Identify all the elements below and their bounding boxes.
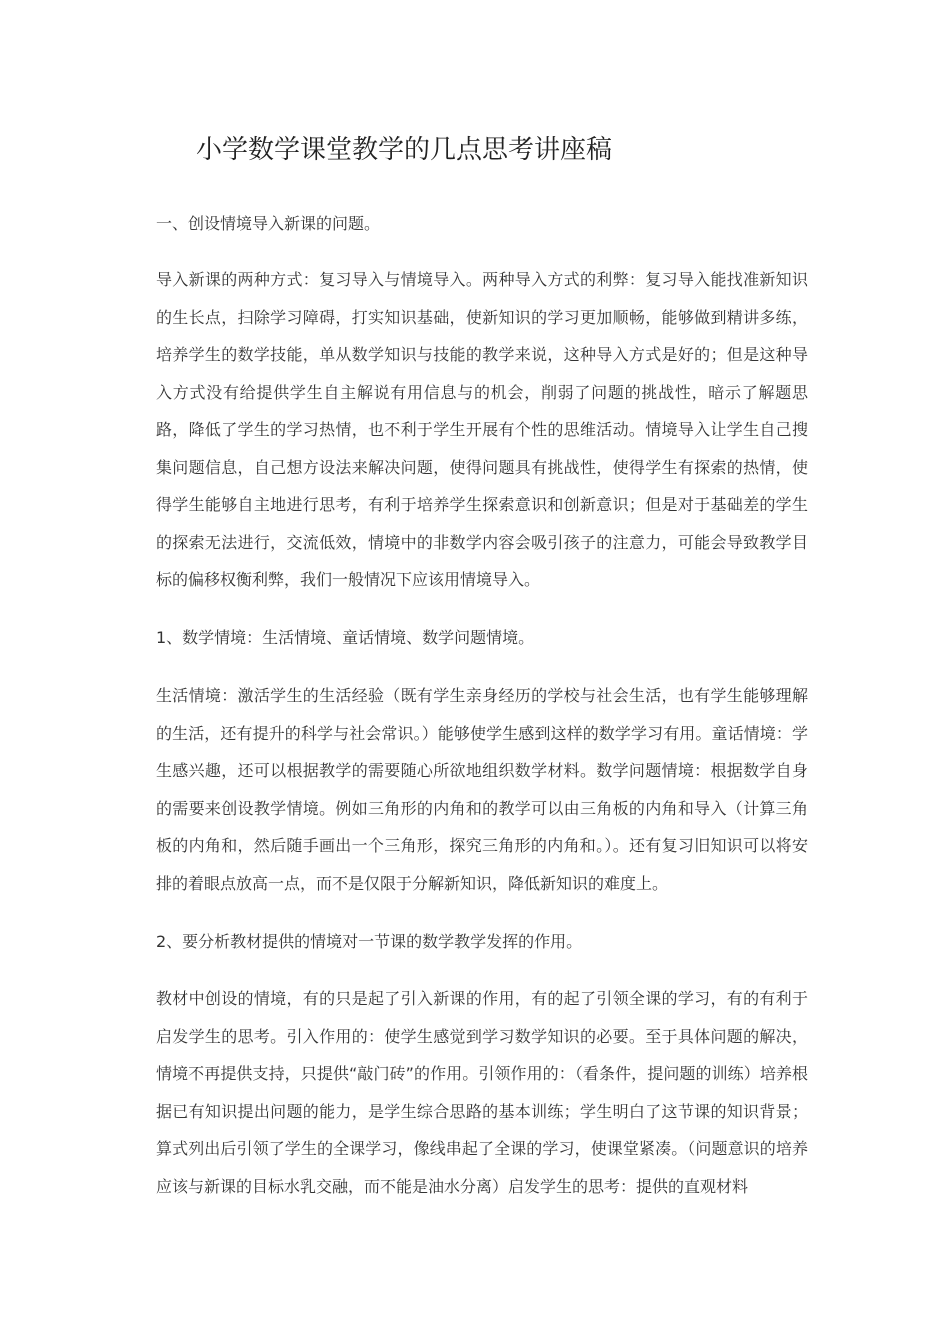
paragraph-2: 生活情境：激活学生的生活经验（既有学生亲身经历的学校与社会生活，也有学生能够理解的生活，还有提升的科学与社会常识。）能够使学生感到这样的数学学习有用。童话情境：学生感兴趣，还可以根据教学的需要随心所欲地组织数学材料。数学问题情境：根据数学自身的需要来创设教学情境。例如三角形的内角和的教学可以由三角板的内角和导入（计算三角板的内角和，然后随手画出一个三角形，探究三角形的内角和。）。还有复习旧知识可以将安排的着眼点放高一点，而不是仅限于分解新知识，降低新知识的难度上。 [156,686,808,893]
section-heading-1: 一、创设情境导入新课的问题。 [156,214,381,233]
paragraph-1: 导入新课的两种方式：复习导入与情境导入。两种导入方式的利弊：复习导入能找准新知识的生长点，扫除学习障碍，打实知识基础，使新知识的学习更加顺畅，能够做到精讲多练，培养学生的数学技能，单从数学知识与技能的教学来说，这种导入方式是好的；但是这种导入方式没有给提供学生自主解说有用信息与的机会，削弱了问题的挑战性，暗示了解题思路，降低了学生的学习热情，也不利于学生开展有个性的思维活动。情境导入让学生自己搜集问题信息，自己想方设法来解决问题，使得问题具有挑战性，使得学生有探索的热情，使得学生能够自主地进行思考，有利于培养学生探索意识和创新意识；但是对于基础差的学生的探索无法进行，交流低效，情境中的非数学内容会吸引孩子的注意力，可能会导致教学目标的偏移权衡利弊，我们一般情况下应该用情境导入。 [156,270,808,589]
document-title: 小学数学课堂教学的几点思考讲座稿 [196,135,613,165]
paragraph-3: 教材中创设的情境，有的只是起了引入新课的作用，有的起了引领全课的学习，有的有利于启发学生的思考。引入作用的：使学生感觉到学习数学知识的必要。至于具体问题的解决，情境不再提供支持，只提供“敲门砖”的作用。引领作用的：（看条件，提问题的训练）培养根据已有知识提出问题的能力，是学生综合思路的基本训练；学生明白了这节课的知识背景；算式列出后引领了学生的全课学习，像线串起了全课的学习，使课堂紧凑。（问题意识的培养应该与新课的目标水乳交融，而不能是油水分离）启发学生的思考：提供的直观材料 [156,989,808,1196]
subheading-1: 1、数学情境：生活情境、童话情境、数学问题情境。 [156,628,535,647]
subheading-2: 2、要分析教材提供的情境对一节课的数学教学发挥的作用。 [156,932,583,951]
